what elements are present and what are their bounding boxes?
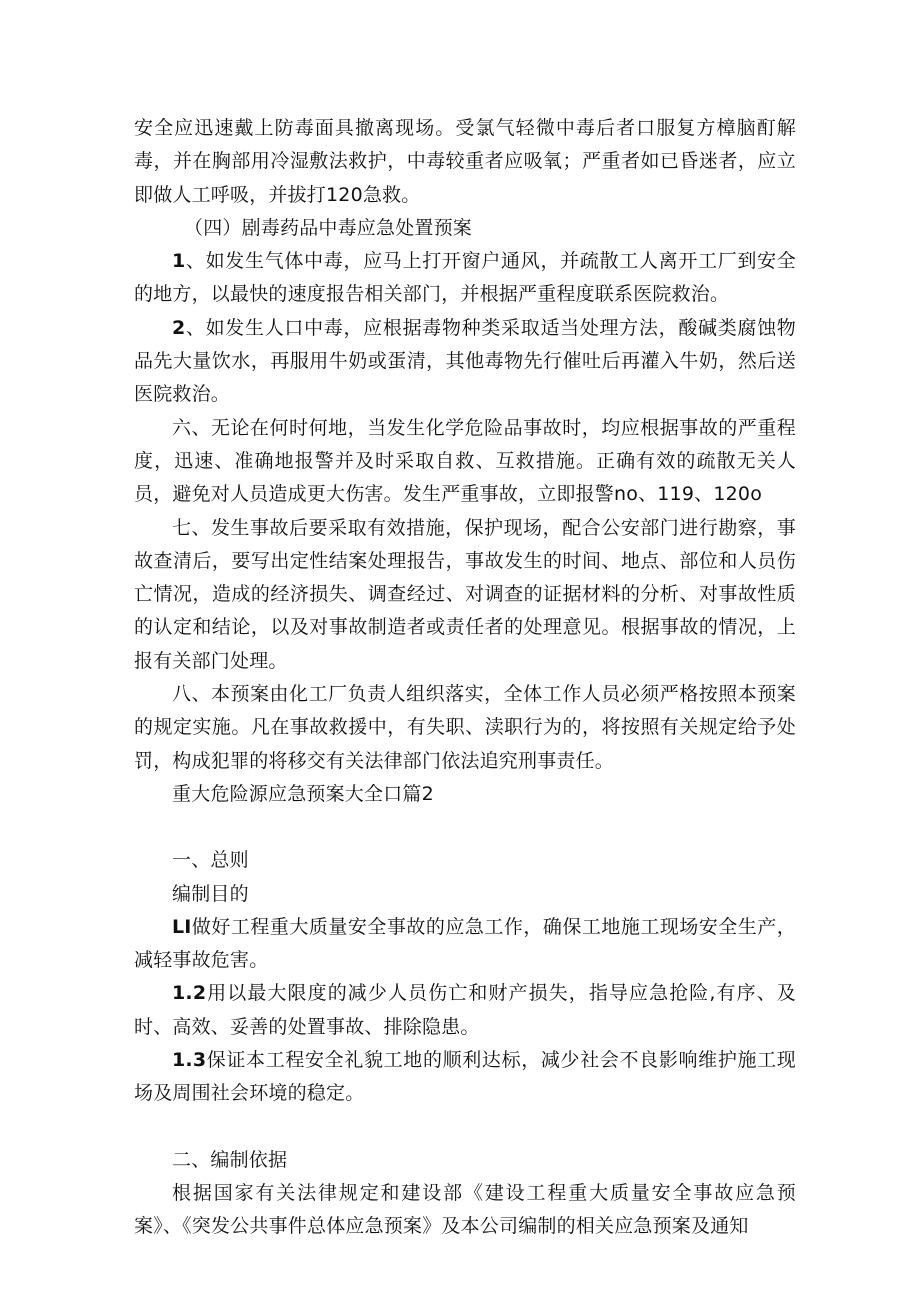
paragraph-text: 安全应迅速戴上防毒面具撤离现场。受氯气轻微中毒后者口服复方樟脑酊解毒，并在胸部用冷湿敷法救护，中毒较重者应吸氧；严重者如已昏迷者，应立即做人工呼吸，并拔打120急救。	[134, 117, 796, 206]
paragraph-text: 二、编制依据	[172, 1148, 288, 1171]
paragraph-text: 编制目的	[172, 882, 249, 905]
paragraph	[134, 844, 796, 877]
paragraph-text: 做好工程重大质量安全事故的应急工作，确保工地施工现场安全生产，减轻事故危害。	[134, 915, 796, 972]
paragraph	[134, 245, 796, 312]
paragraph-text: 六、无论在何时何地，当发生化学危险品事故时，均应根据事故的严重程度，迅速、准确地报警并及时采取自救、互救措施。正确有效的疏散无关人员，避免对人员造成更大伤害。发生严重事故，立即报警no、119、120o	[134, 416, 796, 506]
paragraph-text: （四）剧毒药品中毒应急处置预案	[184, 216, 473, 239]
paragraph-text: 八、本预案由化工厂负责人组织落实，全体工作人员必须严格按照本预案的规定实施。凡在事故救援中，有失职、渎职行为的，将按照有关规定给予处罚，构成犯罪的将移交有关法律部门依法追究刑事责任。	[134, 683, 796, 772]
paragraph-text: 、如发生气体中毒，应马上打开窗户通风，并疏散工人离开工厂到安全的地方，以最快的速度报告相关部门，并根据严重程度联系医院救治。	[134, 250, 796, 306]
paragraph	[134, 1044, 796, 1111]
paragraph-text: 重大危险源应急预案大全口篇2	[172, 782, 434, 805]
paragraph-text: 根据国家有关法律规定和建设部《建设工程重大质量安全事故应急预案》、《突发公共事件总体应急预案》及本公司编制的相关应急预案及通知	[134, 1181, 796, 1238]
paragraph-number: 1.2	[172, 982, 207, 1005]
paragraph	[134, 1144, 796, 1177]
paragraph	[134, 1177, 796, 1244]
paragraph-gap	[134, 1111, 796, 1144]
paragraph	[134, 678, 796, 778]
paragraph-gap	[134, 811, 796, 844]
paragraph	[134, 312, 796, 412]
paragraph	[134, 911, 796, 978]
paragraph	[134, 512, 796, 678]
paragraph	[134, 977, 796, 1044]
paragraph-number: 1.3	[172, 1049, 207, 1072]
paragraph	[134, 878, 796, 911]
paragraph	[134, 778, 796, 811]
paragraph-number: 2	[172, 316, 186, 339]
paragraph-text: 用以最大限度的减少人员伤亡和财产损失，指导应急抢险,有序、及时、高效、妥善的处置事故、排除隐患。	[134, 982, 796, 1038]
paragraph-text: 、如发生人口中毒，应根据毒物种类采取适当处理方法，酸碱类腐蚀物品先大量饮水，再服用牛奶或蛋清，其他毒物先行催吐后再灌入牛奶，然后送医院救治。	[134, 316, 796, 406]
paragraph	[134, 212, 796, 245]
paragraph	[134, 412, 796, 512]
paragraph-text: 七、发生事故后要采取有效措施，保护现场，配合公安部门进行勘察，事故查清后，要写出定性结案处理报告，事故发生的时间、地点、部位和人员伤亡情况，造成的经济损失、调查经过、对调查的证据材料的分析、对事故性质的认定和结论，以及对事故制造者或责任者的处理意见。根据事故的情况，上报有关部门处理。	[134, 516, 796, 672]
document-body	[134, 112, 796, 1244]
paragraph-text: 一、总则	[172, 849, 249, 872]
paragraph-text: 保证本工程安全礼貌工地的顺利达标，减少社会不良影响维护施工现场及周围社会环境的稳定。	[134, 1049, 796, 1105]
paragraph-number: 1	[172, 250, 186, 273]
paragraph	[134, 112, 796, 212]
paragraph-number: LI	[172, 915, 192, 938]
